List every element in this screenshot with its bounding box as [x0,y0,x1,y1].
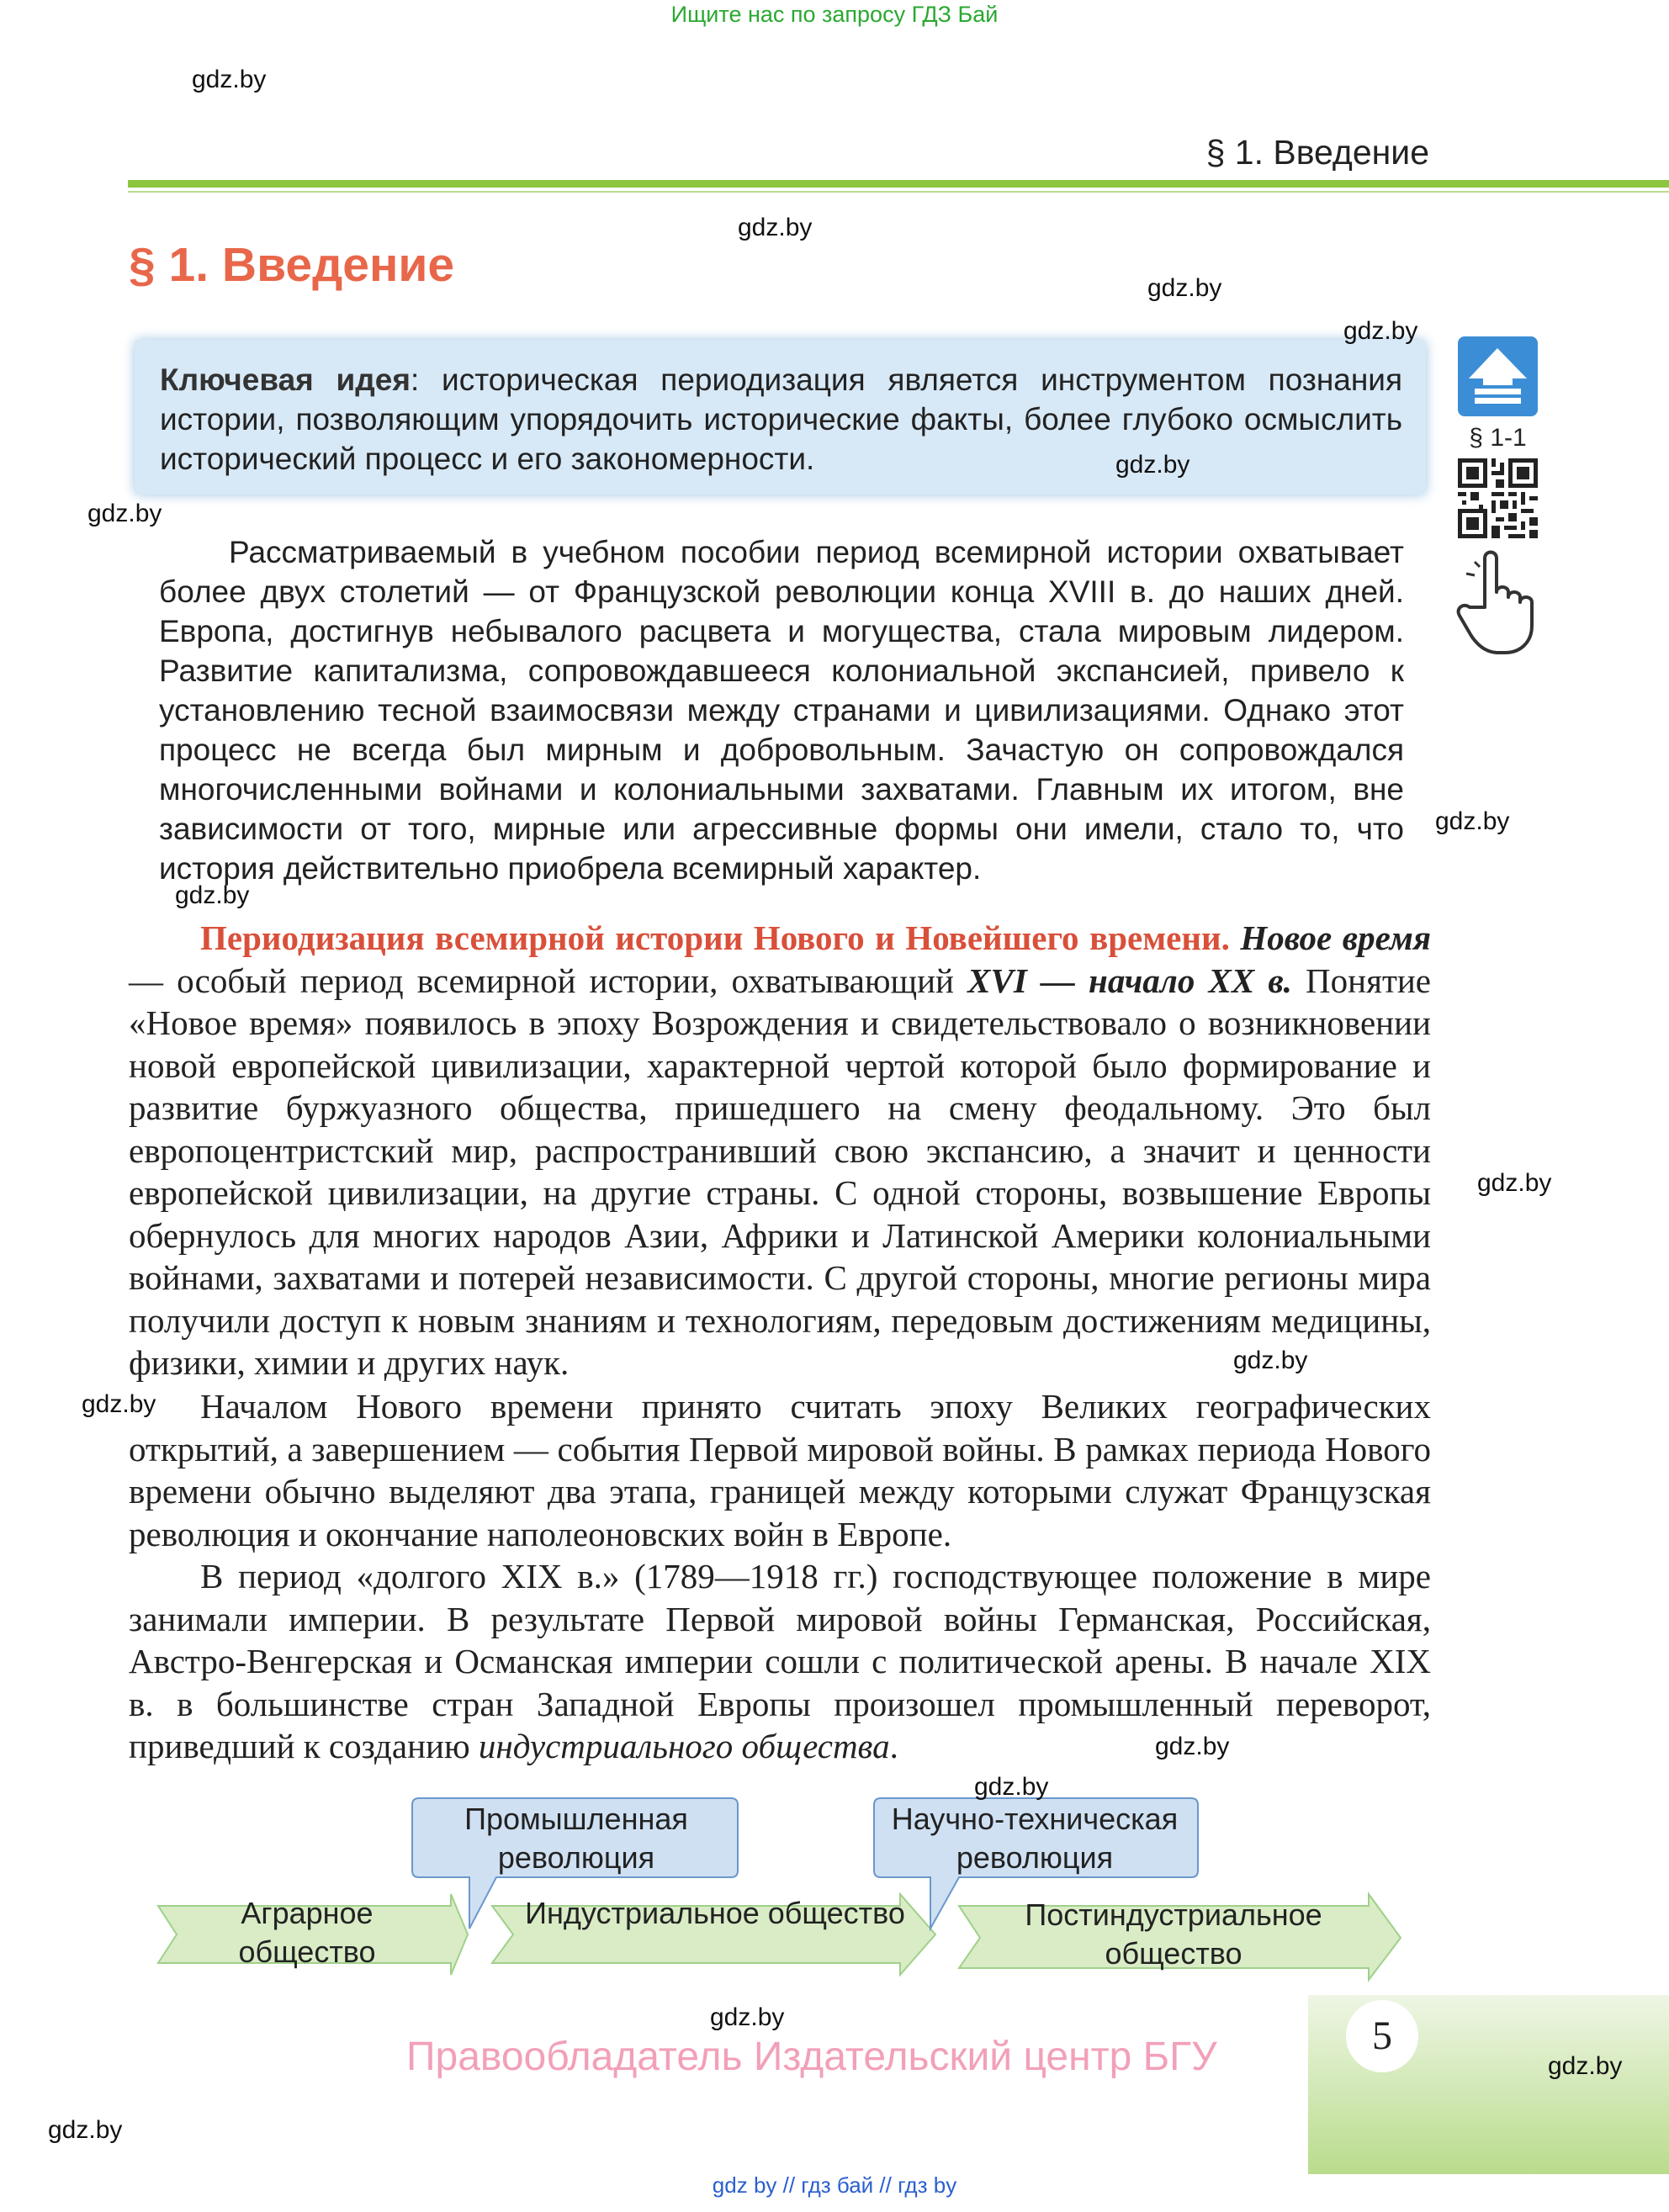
qr-label: § 1-1 [1469,424,1527,452]
period-span: XVI — начало XX в. [967,960,1292,1000]
copyright-notice: Правообладатель Издательский центр БГУ [406,2035,1217,2079]
watermark: gdz.by [1155,1733,1230,1760]
key-idea-text: : историческая периодизация является инструментом познания истории, позволяющим упорядочить исторические факты, более глубоко осмыслить исторический процесс и его закономерности. [160,362,1402,476]
footer-links[interactable]: gdz by // гдз бай // гдз by [712,2172,957,2198]
paragraph [129,1555,1431,1768]
stage-industrial: Индустриальное общество [525,1896,905,1930]
watermark: gdz.by [175,881,250,909]
key-idea-label: Ключевая идея [160,362,411,397]
page-number: 5 [1346,2000,1418,2072]
watermark: gdz.by [710,2003,785,2031]
home-icon[interactable] [1458,336,1538,416]
term-industrial-society: индустриального общества [478,1727,890,1765]
watermark: gdz.by [738,214,813,241]
header-rule [128,180,1669,188]
stage-agrarian: Аграрное общество [238,1896,376,1969]
society-stages-diagram [151,1790,1405,1992]
watermark: gdz.by [1147,274,1222,302]
paragraph-text: . [889,1727,898,1765]
qr-code-icon[interactable] [1458,458,1538,538]
watermark: gdz.by [1233,1347,1308,1374]
watermark: gdz.by [192,66,267,93]
industrial-revolution-label: Промышленная революция [464,1802,688,1875]
paragraph-text: — особый период всемирной истории, охватывающий [129,960,968,1000]
page-title: § 1. Введение [129,238,455,292]
watermark: gdz.by [1548,2052,1623,2080]
watermark: gdz.by [87,500,162,527]
hand-pointer-icon [1453,548,1545,656]
scitech-revolution-label: Научно-техническая революция [891,1802,1179,1875]
watermark: gdz.by [1343,317,1418,345]
watermark: gdz.by [974,1773,1049,1801]
watermark: gdz.by [48,2116,123,2144]
running-header: § 1. Введение [1205,133,1429,172]
top-banner[interactable]: Ищите нас по запросу ГДЗ Бай [670,2,999,27]
paragraph-text: Понятие «Новое время» появилось в эпоху Возрождения и свидетельствовало о возникновении новой европейской цивилизации, характерной чертой которой было формирование и развитие буржуазного общества, пришедшего на смену феодальному. Это был европоцентристский мир, распространивший свою экспансию, а значит и ценности европейской цивилизации, на другие страны. С одной стороны, возвышение Европы обернулось для многих народов Азии, Африки и Латинской Америки колониальными войнами, захватами и потерей независимости. С другой стороны, многие регионы мира получили доступ к новым знаниям и технологиям, передовым достижениям медицины, физики, химии и других наук. [129,960,1431,1382]
watermark: gdz.by [1435,807,1510,835]
stage-postindustrial: Постиндустриальное общество [1025,1897,1322,1971]
paragraph-text: В период «долгого XIX в.» (1789—1918 гг.) господствующее положение в мире занимали империи. В результате Первой мировой войны Германская, Российская, Австро-Венгерская и Османская империи сошли с политической арены. В начале XIX в. в большинстве стран Западной Европы произошел промышленный переворот, приведший к созданию [129,1557,1431,1765]
periodization-paragraph [129,917,1431,1384]
watermark: gdz.by [1115,451,1190,479]
intro-paragraph: Рассматриваемый в учебном пособии период всемирной истории охватывает более двух столетий — от Французской революции конца XVIII в. до наших дней. Европа, достигнув небывалого расцвета и могущества, стала мировым лидером. Развитие капитализма, сопровождавшееся колониальной экспансией, привело к установлению тесной взаимосвязи между странами и цивилизациями. Однако этот процесс не всегда был мирным и добровольным. Зачастую он сопровождался многочисленными войнами и колониальными захватами. Главным их итогом, вне зависимости от того, мирные или агрессивные формы они имели, стало то, что история действительно приобрела всемирный характер. [159,535,1404,886]
section-heading: Периодизация всемирной истории Нового и Новейшего времени. [200,918,1230,957]
key-idea-box [135,340,1426,495]
watermark: gdz.by [82,1390,156,1418]
paragraph: Началом Нового времени принято считать эпоху Великих географических открытий, а завершением — события Первой мировой войны. В рамках периода Нового времени обычно выделяют два этапа, границей между которыми служат Французская революция и окончание наполеоновских войн в Европе. [129,1387,1431,1553]
term-new-time: Новое время [1240,918,1431,957]
watermark: gdz.by [1477,1169,1552,1197]
